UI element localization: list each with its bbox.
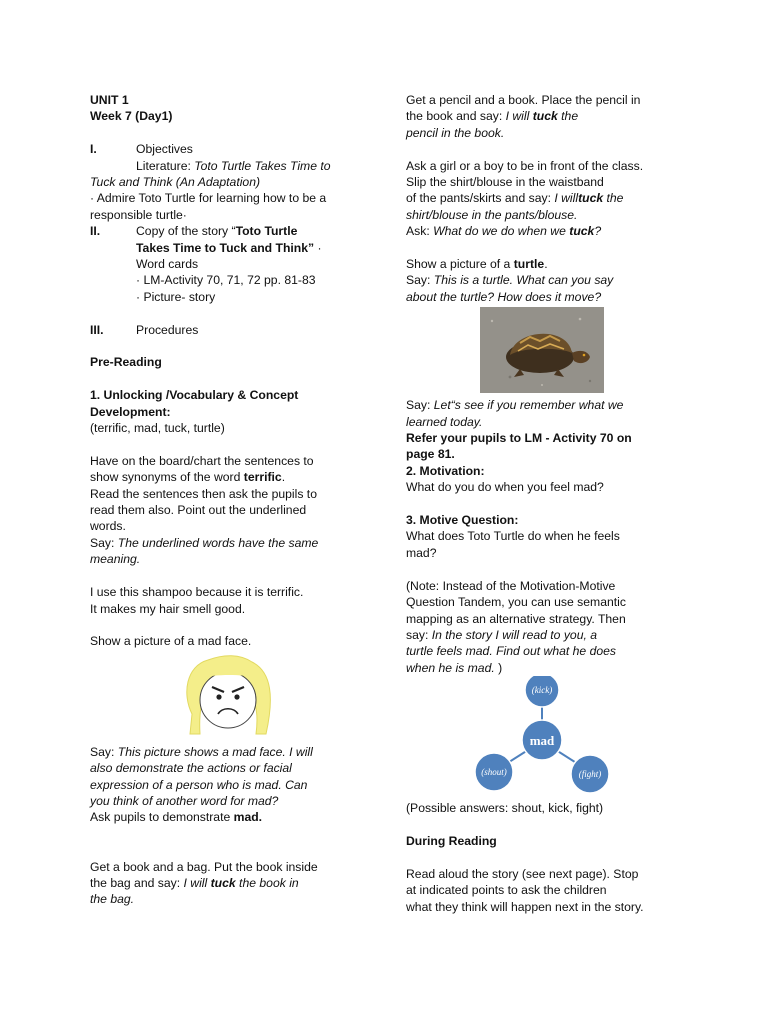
note-line-5: turtle feels mad. Find out what he does <box>406 644 617 659</box>
section-number: II. <box>90 224 101 239</box>
section-materials <box>90 223 365 239</box>
read-instruction-end: words. <box>90 519 126 534</box>
objective-admire: · Admire Toto Turtle for learning how to be a <box>90 191 327 206</box>
example-sentence-cont: It makes my hair smell good. <box>90 601 246 616</box>
section-number: I. <box>90 142 97 157</box>
say-mad-face-4: you think of another word for mad? <box>90 793 279 808</box>
motivation-question: What do you do when you feel mad? <box>406 480 604 495</box>
section-number: III. <box>90 322 104 337</box>
word-cards: Word cards <box>136 257 199 272</box>
say-remember-cont: learned today. <box>406 414 483 429</box>
mad-face-image <box>90 654 365 738</box>
book-bag-instruction-end: the bag. <box>90 892 135 907</box>
girl-boy-instruction-2: Slip the shirt/blouse in the waistband <box>406 175 604 190</box>
motive-question: What does Toto Turtle do when he feels <box>406 529 620 544</box>
turtle-icon <box>480 307 604 393</box>
picture-story: · Picture- story <box>136 289 216 304</box>
note-line-4: say: In the story I will read to you, a <box>406 627 598 642</box>
say-turtle: Say: This is a turtle. What can you say <box>406 273 614 288</box>
map-label-center: mad <box>529 733 555 749</box>
board-instruction: Have on the board/chart the sentences to <box>90 453 314 468</box>
girl-boy-instruction-4: shirt/blouse in the pants/blouse. <box>406 207 578 222</box>
semantic-map <box>406 676 696 798</box>
girl-boy-instruction: Ask a girl or a boy to be in front of the class. <box>406 158 644 173</box>
section-title: Procedures <box>136 322 199 337</box>
literature-line: Literature: Toto Turtle Takes Time to <box>136 158 331 173</box>
literature-title-cont: Tuck and Think (An Adaptation) <box>90 175 261 190</box>
say-underlined: Say: The underlined words have the same <box>90 535 319 550</box>
note-line-1: (Note: Instead of the Motivation-Motive <box>406 578 616 593</box>
turtle-photo <box>406 307 696 393</box>
read-aloud-instruction-3: what they think will happen next in the story. <box>406 899 644 914</box>
say-remember: Say: Let“s see if you remember what we <box>406 398 624 413</box>
show-mad-face: Show a picture of a mad face. <box>90 634 252 649</box>
read-instruction-cont: read them also. Point out the underlined <box>90 503 307 518</box>
map-label-left: (shout) <box>481 767 507 778</box>
vocabulary-list: (terrific, mad, tuck, turtle) <box>90 421 225 436</box>
pencil-instruction-cont: the book and say: I will tuck the <box>406 109 579 124</box>
semantic-map-diagram <box>468 676 628 798</box>
unlocking-heading-cont: Development: <box>90 404 171 419</box>
section-title: Objectives <box>136 142 193 157</box>
during-reading-heading: During Reading <box>406 833 497 848</box>
pencil-instruction-end: pencil in the book. <box>406 125 505 140</box>
motivation-heading: 2. Motivation: <box>406 463 485 478</box>
ask-tuck-question: Ask: What do we do when we tuck? <box>406 224 602 239</box>
say-mad-face-2: also demonstrate the actions or facial <box>90 761 292 776</box>
pencil-instruction: Get a pencil and a book. Place the pencil in <box>406 93 641 107</box>
refer-activity-cont: page 81. <box>406 447 455 462</box>
pre-reading-heading: Pre-Reading <box>90 355 162 370</box>
note-line-3: mapping as an alternative strategy. Then <box>406 611 626 626</box>
show-turtle: Show a picture of a turtle. <box>406 257 548 272</box>
mad-face-icon <box>178 654 278 738</box>
week-heading: Week 7 (Day1) <box>90 109 173 124</box>
motive-question-cont: mad? <box>406 545 437 560</box>
say-mad-face: Say: This picture shows a mad face. I will <box>90 744 313 759</box>
say-mad-face-3: expression of a person who is mad. Can <box>90 777 308 792</box>
section-objectives <box>90 141 365 157</box>
note-line-6: when he is mad. ) <box>406 660 503 675</box>
say-turtle-cont: about the turtle? How does it move? <box>406 289 602 304</box>
motive-question-heading: 3. Motive Question: <box>406 513 519 528</box>
note-line-2: Question Tandem, you can use semantic <box>406 595 626 610</box>
section-procedures <box>90 322 365 338</box>
book-bag-instruction: Get a book and a bag. Put the book inside <box>90 859 318 874</box>
ask-demonstrate: Ask pupils to demonstrate mad. <box>90 810 263 825</box>
unit-heading: UNIT 1 <box>90 93 129 107</box>
copy-of-story: Copy of the story “Toto Turtle <box>136 224 298 239</box>
board-instruction-cont: show synonyms of the word terrific. <box>90 470 286 485</box>
girl-boy-instruction-3: of the pants/skirts and say: I willtuck the <box>406 191 624 206</box>
objective-admire-cont: responsible turtle· <box>90 207 187 222</box>
possible-answers: (Possible answers: shout, kick, fight) <box>406 801 604 816</box>
say-underlined-cont: meaning. <box>90 552 141 567</box>
read-aloud-instruction: Read aloud the story (see next page). Stop <box>406 866 639 881</box>
read-instruction: Read the sentences then ask the pupils to <box>90 486 317 501</box>
story-title-cont: Takes Time to Tuck and Think” · <box>136 240 322 255</box>
left-column <box>90 92 365 908</box>
read-aloud-instruction-2: at indicated points to ask the children <box>406 883 607 898</box>
lm-activity: · LM-Activity 70, 71, 72 pp. 81-83 <box>136 273 316 288</box>
map-label-top: (kick) <box>531 685 553 696</box>
book-bag-instruction-cont: the bag and say: I will tuck the book in <box>90 875 299 890</box>
example-sentence: I use this shampoo because it is terrific. <box>90 585 304 600</box>
right-column <box>406 92 696 915</box>
map-label-right: (fight) <box>578 769 602 780</box>
unlocking-heading: 1. Unlocking /Vocabulary & Concept <box>90 388 299 403</box>
refer-activity: Refer your pupils to LM - Activity 70 on <box>406 431 632 446</box>
